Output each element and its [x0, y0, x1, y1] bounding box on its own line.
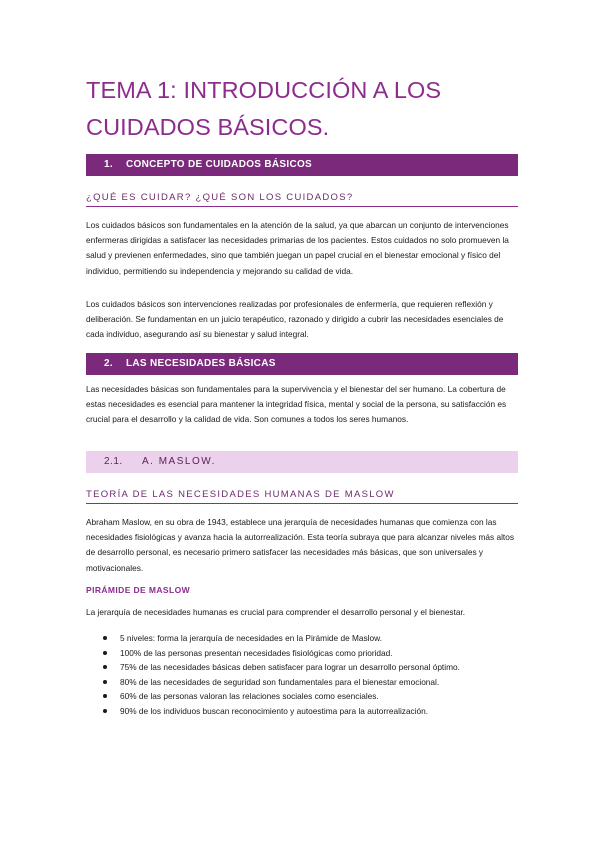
list-item-text: 90% de los individuos buscan reconocimiento y autoestima para la autorrealización. [120, 705, 429, 716]
pyramid-intro: La jerarquía de necesidades humanas es crucial para comprender el desarrollo personal y el bienestar. [86, 607, 466, 617]
page-title [86, 72, 516, 146]
page-title-line-1: TEMA 1: INTRODUCCIÓN A LOS [86, 77, 442, 103]
section-2-paragraph-1: Las necesidades básicas son fundamentales para la supervivencia y el bienestar del ser humano. La cobertura de estas necesidades es esencial para mantener la integridad física, mental y social de la persona, su satisfacción es crucial para el desarrollo y la calidad de vida. Son comunes a todos los seres humanos. [86, 384, 507, 425]
section-1-paragraph-1: Los cuidados básicos son fundamentales en la atención de la salud, ya que abarcan un conjunto de intervenciones enfermeras dirigidas a satisfacer las necesidades primarias de los pacientes. Estos cuidados no solo promueven la salud y previenen enfermedades, sino que también juegan un papel crucial en el bienestar emocional y físico del individuo, permitiendo su independencia y mejorando su calidad de vida. [86, 220, 509, 276]
list-item [86, 704, 516, 719]
maslow-theory-subheading: TEORÍA DE LAS NECESIDADES HUMANAS DE MASLOW [86, 489, 518, 504]
section-2-label: LAS NECESIDADES BÁSICAS [126, 358, 276, 369]
list-item [86, 689, 516, 704]
section-1-heading [86, 154, 518, 176]
bullet-icon [103, 680, 107, 684]
section-1-paragraph-2: Los cuidados básicos son intervenciones realizadas por profesionales de enfermería, que requieren reflexión y deliberación. Se fundamentan en un juicio terapéutico, razonado y dirigido a cubrir las necesidades esenciales de cada individuo, asegurando así su bienestar y salud integral. [86, 299, 504, 340]
pyramid-heading: PIRÁMIDE DE MASLOW [86, 585, 191, 595]
list-item [86, 675, 516, 690]
list-item [86, 631, 516, 646]
section-2-1-heading [86, 451, 518, 473]
list-item-text: 100% de las personas presentan necesidades fisiológicas como prioridad. [120, 647, 393, 658]
bullet-icon [103, 694, 107, 698]
maslow-paragraph: Abraham Maslow, en su obra de 1943, establece una jerarquía de necesidades humanas que comienza con las necesidades fisiológicas y avanza hacia la autorrealización. Esta teoría subraya que para alcanzar niveles más altos de desarrollo personal, es necesario primero satisfacer las necesidades más básicas, que son universales y motivacionales. [86, 517, 514, 573]
section-1-label: CONCEPTO DE CUIDADOS BÁSICOS [126, 159, 313, 170]
section-1-subheading: ¿QUÉ ES CUIDAR? ¿QUÉ SON LOS CUIDADOS? [86, 192, 518, 207]
section-2-number: 2. [104, 358, 113, 369]
section-2-1-label: A. MASLOW. [142, 456, 216, 467]
list-item [86, 646, 516, 661]
list-item-text: 60% de las personas valoran las relaciones sociales como esenciales. [120, 691, 379, 702]
pyramid-bullet-list [86, 631, 516, 719]
bullet-icon [103, 636, 107, 640]
page-title-line-2: CUIDADOS BÁSICOS. [86, 114, 330, 140]
section-1-number: 1. [104, 159, 113, 170]
list-item-text: 80% de las necesidades de seguridad son fundamentales para el bienestar emocional. [120, 676, 440, 687]
list-item-text: 75% de las necesidades básicas deben satisfacer para lograr un desarrollo personal óptimo. [120, 662, 460, 673]
bullet-icon [103, 665, 107, 669]
bullet-icon [103, 709, 107, 713]
bullet-icon [103, 651, 107, 655]
list-item [86, 660, 516, 675]
section-2-1-number: 2.1. [104, 456, 123, 467]
list-item-text: 5 niveles: forma la jerarquía de necesidades en la Pirámide de Maslow. [120, 633, 382, 643]
section-2-heading [86, 353, 518, 375]
